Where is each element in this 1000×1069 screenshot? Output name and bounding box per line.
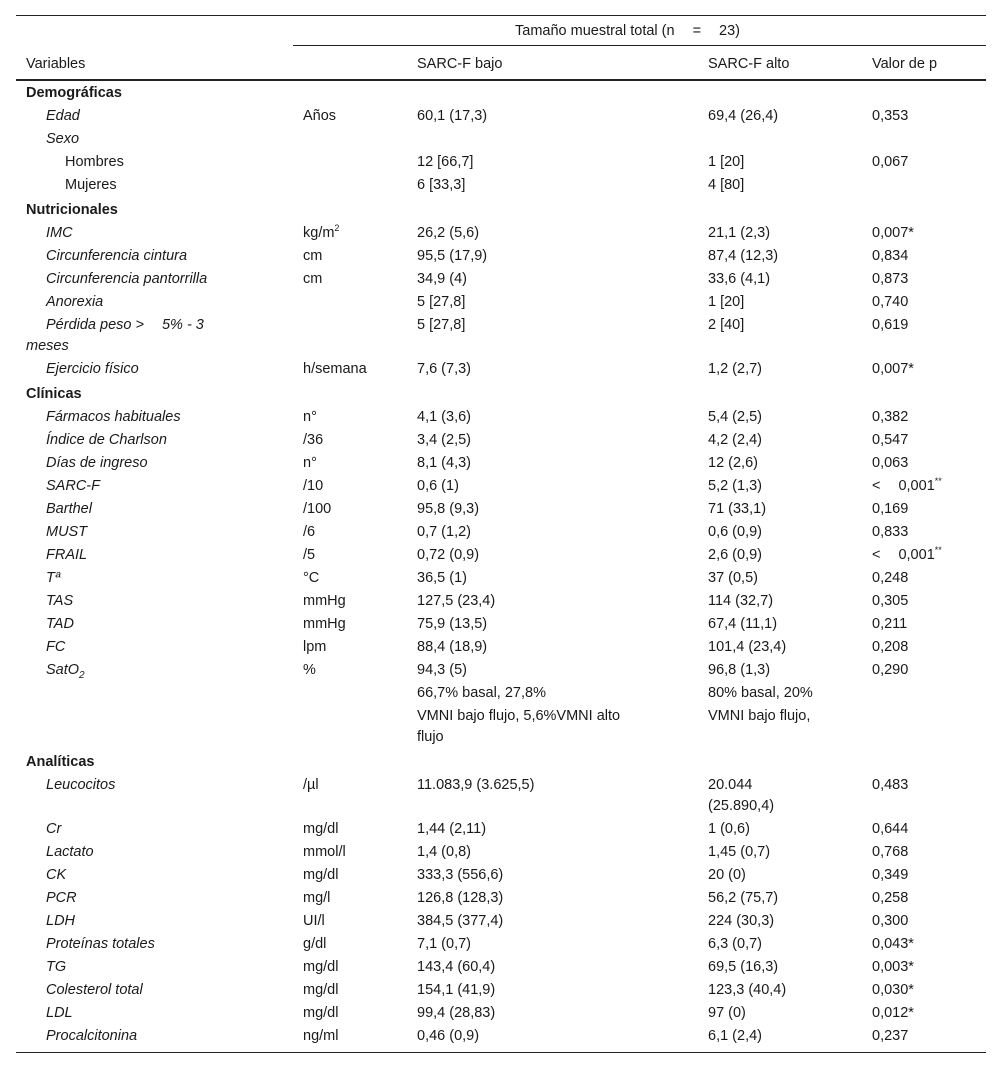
table-row: Pérdida peso > 5% - 3 5 [27,8] 2 [40] 0,619	[46, 317, 909, 333]
table-row-continuation: VMNI bajo flujo, 5,6%VMNI alto VMNI bajo flujo,	[417, 708, 811, 724]
header-rule	[16, 79, 986, 81]
col-sarcf-high: SARC-F alto	[708, 56, 790, 72]
section-row	[0, 383, 1000, 406]
table-row: TAS mmHg 127,5 (23,4) 114 (32,7) 0,305	[46, 593, 909, 609]
table-row: Procalcitonina ng/ml 0,46 (0,9) 6,1 (2,4) 0,237	[46, 1028, 909, 1044]
section-row	[0, 751, 1000, 774]
table-row: Sexo	[46, 131, 80, 147]
table-row: Días de ingreso n° 8,1 (4,3) 12 (2,6) 0,063	[46, 455, 909, 471]
table-row: Fármacos habituales n° 4,1 (3,6) 5,4 (2,5) 0,382	[46, 409, 909, 425]
table-row: Lactato mmol/l 1,4 (0,8) 1,45 (0,7) 0,768	[46, 844, 909, 860]
table-row: SARC-F /10 0,6 (1) 5,2 (1,3) < 0,001**	[46, 476, 942, 494]
table-row: Barthel /100 95,8 (9,3) 71 (33,1) 0,169	[46, 501, 909, 517]
col-variables: Variables	[26, 56, 86, 72]
section-row	[0, 199, 1000, 222]
group-rule	[293, 45, 986, 46]
table-row: Ejercicio físico h/semana 7,6 (7,3) 1,2 (2,7) 0,007*	[46, 361, 914, 377]
table-row: Mujeres 6 [33,3] 4 [80]	[65, 177, 745, 193]
section-demograficas: Demográficas	[26, 85, 122, 101]
table-row: FC lpm 88,4 (18,9) 101,4 (23,4) 0,208	[46, 639, 909, 655]
section-row	[0, 82, 1000, 105]
section-clinicas: Clínicas	[26, 386, 82, 402]
section-analiticas: Analíticas	[26, 754, 95, 770]
table-row: Tª °C 36,5 (1) 37 (0,5) 0,248	[46, 570, 909, 586]
table-row: TAD mmHg 75,9 (13,5) 67,4 (11,1) 0,211	[46, 616, 908, 632]
table-row: Proteínas totales g/dl 7,1 (0,7) 6,3 (0,7) 0,043*	[46, 936, 914, 952]
col-sarcf-low: SARC-F bajo	[417, 56, 503, 72]
table-row: MUST /6 0,7 (1,2) 0,6 (0,9) 0,833	[46, 524, 909, 540]
table-row: Cr mg/dl 1,44 (2,11) 1 (0,6) 0,644	[46, 821, 909, 837]
table-row: SatO$_2$ % 94,3 (5) 96,8 (1,3) 0,290	[46, 662, 909, 681]
table-row: TG mg/dl 143,4 (60,4) 69,5 (16,3) 0,003*	[46, 959, 914, 975]
table-row: Circunferencia cintura cm 95,5 (17,9) 87,4 (12,3) 0,834	[46, 248, 909, 264]
table-row: Índice de Charlson /36 3,4 (2,5) 4,2 (2,4) 0,547	[46, 432, 909, 448]
group-header: Tamaño muestral total (n = 23)	[515, 23, 741, 39]
top-rule	[16, 15, 986, 16]
bottom-rule	[16, 1052, 986, 1053]
table-row: Edad Años 60,1 (17,3) 69,4 (26,4) 0,353	[46, 108, 909, 124]
group-header-row	[0, 20, 1000, 43]
table-row: Leucocitos /µl 11.083,9 (3.625,5) 20.044 0,483	[46, 777, 909, 793]
table-row: IMC $kg/m^2$ 26,2 (5,6) 21,1 (2,3) 0,007*	[46, 223, 914, 241]
table-row: Anorexia 5 [27,8] 1 [20] 0,740	[46, 294, 909, 310]
table-row: Colesterol total mg/dl 154,1 (41,9) 123,3 (40,4) 0,030*	[46, 982, 914, 998]
section-nutricionales: Nutricionales	[26, 202, 118, 218]
table-row-continuation: (25.890,4)	[708, 798, 775, 814]
table-row: LDH UI/l 384,5 (377,4) 224 (30,3) 0,300	[46, 913, 909, 929]
table-row: LDL mg/dl 99,4 (28,83) 97 (0) 0,012*	[46, 1005, 914, 1021]
col-p-value: Valor de p	[872, 56, 938, 72]
table-row-continuation: flujo	[417, 729, 444, 745]
column-header-row	[0, 53, 1000, 76]
table-row: CK mg/dl 333,3 (556,6) 20 (0) 0,349	[46, 867, 909, 883]
table-row: PCR mg/l 126,8 (128,3) 56,2 (75,7) 0,258	[46, 890, 909, 906]
table-row-continuation: meses	[26, 338, 69, 354]
table-row: Hombres 12 [66,7] 1 [20] 0,067	[65, 154, 909, 170]
table-row: FRAIL /5 0,72 (0,9) 2,6 (0,9) < 0,001**	[46, 545, 942, 563]
table-row: 66,7% basal, 27,8% 80% basal, 20%	[417, 685, 813, 701]
table-row: Circunferencia pantorrilla cm 34,9 (4) 33,6 (4,1) 0,873	[46, 271, 909, 287]
